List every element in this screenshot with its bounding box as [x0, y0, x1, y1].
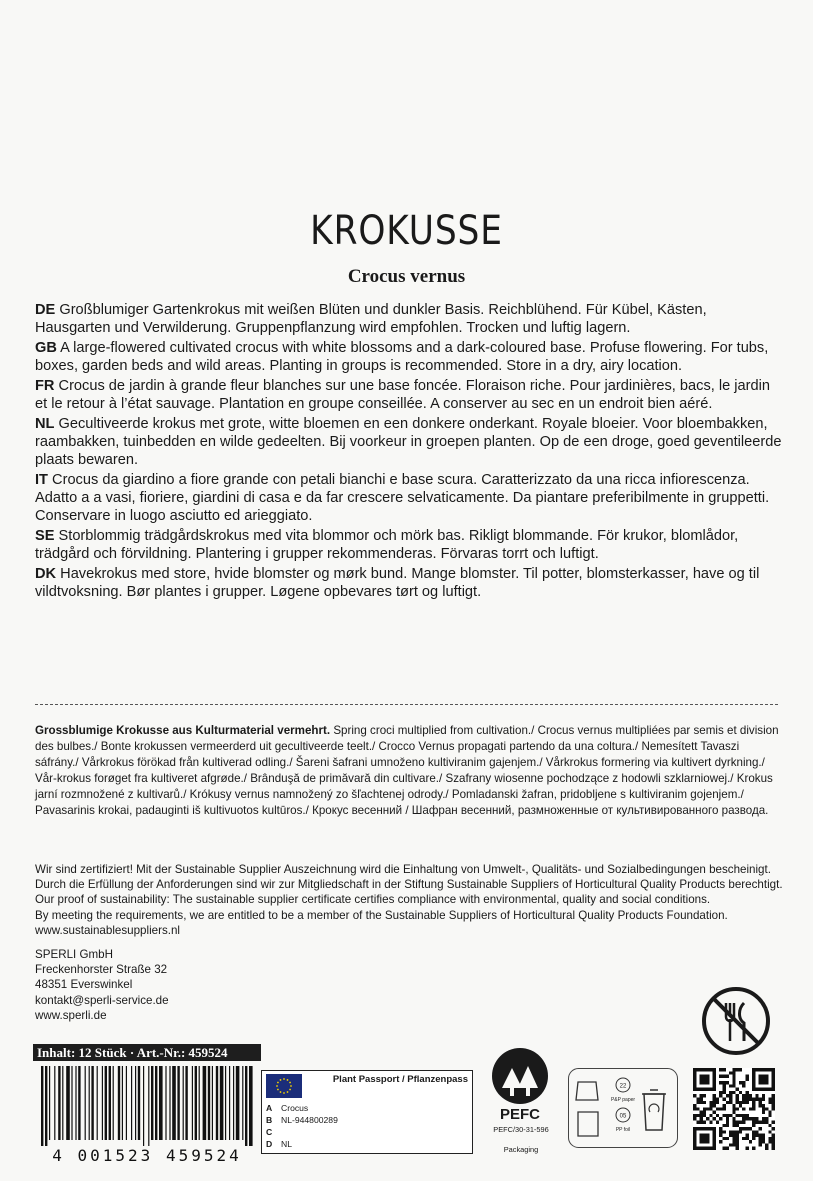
origin-statement: Grossblumige Krokusse aus Kulturmaterial vermehrt. Spring croci multiplied from cultivation./ Crocus vernus multipliées par semis et division des bulbes./ Bonte krokussen vermeerderd uit gecultiveerde teelt./ Crocco Vernus propagati partendo da una coltura./ Nemesített Tavaszi sáfrány./ Vårkrokus förökad från kultiverad odling./ Šareni šafrani umnoženo kultiviranim gajenjem./ Vårkrokus formering via kultivert dyrkning./ Vår-krokus forøget fra kultiveret afgrøde./ Brânduşă de primăvară din cultivare./ Szafrany wiosenne pochodzące z hodowli szklarniowej./ Krokus jarní rozmnožené z kultivarů./ Krókusy vernus namnožený zo šľachtenej odrody./ Pomladanski žafran, pridobljene s kultiviranim gojenjem./ Pavasarinis krokai, padauginti iš kultivuotos kultūros./ Крокус весенний / Шафран весенний, размноженные от культивированного развода. — [35, 724, 779, 817]
cert-line: Durch die Erfüllung der Anforderungen sind wir zur Mitgliedschaft in der Stiftung Sustainable Suppliers of Horticultural Quality Products berechtigt. — [35, 878, 783, 892]
barcode-number: 4 001523 459524 — [52, 1146, 242, 1164]
passport-row-b: B NL-944800289 — [266, 1115, 338, 1125]
qr-code-icon[interactable] — [693, 1068, 775, 1150]
company-city: 48351 Everswinkel — [35, 978, 133, 992]
plant-passport-title: Plant Passport / Pflanzenpass — [332, 1074, 468, 1085]
no-eat-icon — [700, 985, 772, 1057]
description-dk: DK Havekrokus med store, hvide blomster og mørk bund. Mange blomster. Til potter, blomsterkasser, have og til vildtvoksning. Bør plantes i grupper. Løgene opbevares tørt og luftigt. — [35, 566, 760, 600]
company-name: SPERLI GmbH — [35, 948, 113, 961]
content-article-label: Inhalt: 12 Stück · Art.-Nr.: 459524 — [33, 1044, 261, 1061]
company-email[interactable]: kontakt@sperli-service.de — [35, 993, 169, 1007]
pefc-logo — [488, 1044, 552, 1152]
recycle-label-top: P&P paper — [610, 1097, 636, 1103]
dashed-divider — [35, 704, 778, 705]
svg-text:05: 05 — [619, 1113, 627, 1120]
pefc-code: PEFC/30-31-596 — [493, 1125, 549, 1134]
pefc-text: PEFC — [499, 1106, 541, 1123]
company-address — [35, 947, 169, 1023]
passport-row-c: C — [266, 1127, 273, 1137]
eu-flag-icon — [266, 1074, 302, 1098]
botanical-name: Crocus vernus — [347, 266, 466, 287]
cert-line: By meeting the requirements, we are entitled to be a member of the Sustainable Suppliers of Horticultural Quality Products Foundation. — [35, 908, 728, 922]
company-website[interactable]: www.sperli.de — [35, 1008, 107, 1022]
passport-row-a: A Crocus — [266, 1103, 309, 1113]
description-gb: GB A large-flowered cultivated crocus with white blossoms and a dark-coloured base. Profuse flowering. For tubs, boxes, garden beds and wild areas. Planting in groups is recommended. Store in a dry, airy location. — [35, 340, 769, 374]
cert-line: Our proof of sustainability: The sustainable supplier certificate certifies compliance with environmental, quality and social conditions. — [35, 893, 711, 907]
plant-passport — [261, 1070, 473, 1154]
barcode — [37, 1066, 257, 1164]
company-street: Freckenhorster Straße 32 — [35, 963, 168, 977]
description-se: SE Storblommig trädgårdskrokus med vita blommor och mörk bas. Rikligt blommande. För krukor, blomlådor, trädgård och förvildning. Plantering i grupper rekommenderas. Förvaras torrt och luftigt. — [35, 528, 739, 562]
description-nl: NL Gecultiveerde krokus met grote, witte bloemen en een donkere onderkant. Royale bloeier. Voor bloembakken, raambakken, tuinbedden en wilde gedeelten. Bij voorkeur in groepen planten. Op de een droge, goed geventileerde plaats bewaren. — [35, 416, 782, 468]
product-title: KROKUSSE — [310, 208, 503, 254]
descriptions — [35, 301, 783, 603]
recycle-label-bottom: PP foil — [615, 1127, 631, 1133]
description-fr: FR Crocus de jardin à grande fleur blanches sur une base foncée. Floraison riche. Pour jardinières, bacs, le jardin et le retour à l’état sauvage. Plantation en groupe conseillée. A conserver au sec en un endroit bien aéré. — [35, 378, 770, 412]
cert-line: Wir sind zertifiziert! Mit der Sustainable Supplier Auszeichnung wird die Einhaltung von Umwelt-, Qualitäts- und Sozialbedingungen bescheinigt. — [35, 863, 771, 876]
passport-row-d: D NL — [266, 1139, 292, 1149]
pefc-packaging: Packaging — [503, 1145, 539, 1154]
recycling-icon — [568, 1068, 678, 1148]
certification-text — [35, 862, 795, 938]
bin-icon — [644, 1094, 664, 1130]
description-it: IT Crocus da giardino a fiore grande con petali bianchi e base scura. Caratterizzato da una ricca infiorescenza. Adatto a a vasi, fioriere, giardini di casa e da far crescere selvaticamente. Da piantare preferibilmente in gruppetti. Conservare in luogo asciutto ed arieggiato. — [35, 472, 770, 524]
description-de: DE Großblumiger Gartenkrokus mit weißen Blüten und dunkler Basis. Reichblühend. Für Kübel, Kästen, Hausgarten und Verwilderung. Gruppenpflanzung wird empfohlen. Trocken und luftig lagern. — [35, 302, 707, 336]
cert-link[interactable]: www.sustainablesuppliers.nl — [35, 923, 180, 937]
svg-text:22: 22 — [619, 1083, 627, 1090]
